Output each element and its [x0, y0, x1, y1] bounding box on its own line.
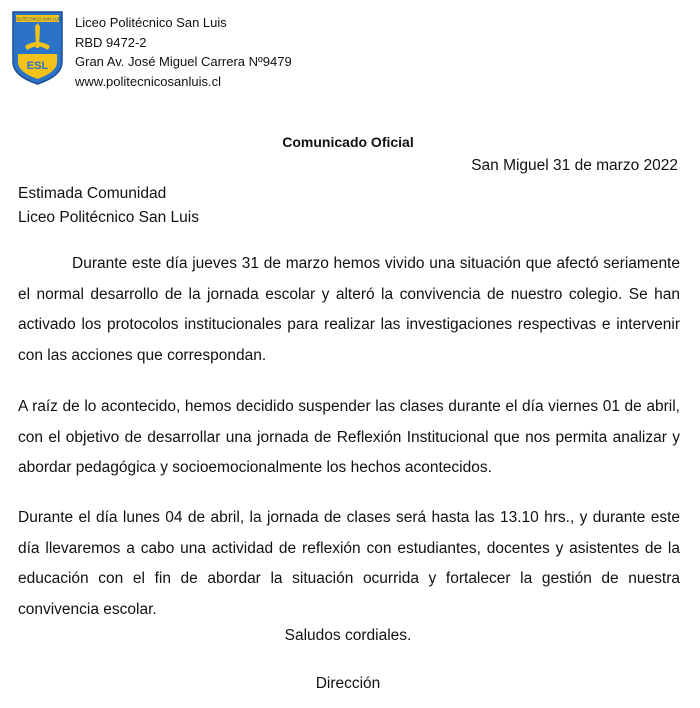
signature: Dirección — [315, 675, 381, 692]
school-rbd: RBD 9472-2 — [75, 34, 147, 50]
logo-monogram: ESL — [26, 60, 49, 72]
paragraph-3: Durante el día lunes 04 de abril, la jornada de clases será hasta las 13.10 hrs., y durante este día llevaremos a cabo una actividad de reflexión con estudiantes, docentes y asistentes de la educación con el fin de abordar la situación ocurrida y fortalecer la gestión de nuestra convivencia escolar. — [18, 509, 680, 618]
school-address: Gran Av. José Miguel Carrera Nº9479 — [75, 54, 292, 69]
school-crest-icon — [11, 10, 64, 86]
paragraph-1: Durante este día jueves 31 de marzo hemos vivido una situación que afectó seriamente el normal desarrollo de la jornada escolar y alteró la convivencia de nuestro colegio. Se han activado los protocolos institucionales para realizar las investigaciones respectivas e intervenir con las acciones que correspondan. — [18, 255, 680, 364]
school-website: www.politecnicosanluis.cl — [75, 73, 221, 89]
letter-date: San Miguel 31 de marzo 2022 — [471, 157, 678, 174]
greeting-line-2: Liceo Politécnico San Luis — [18, 209, 199, 226]
greeting-line-1: Estimada Comunidad — [18, 185, 167, 202]
closing-salutation: Saludos cordiales. — [284, 627, 412, 644]
letter-greeting — [18, 182, 199, 230]
letter-title: Comunicado Oficial — [282, 134, 414, 150]
school-header — [75, 13, 292, 91]
school-name: Liceo Politécnico San Luis — [75, 15, 227, 30]
logo-ring-text: POLITECNICO SAN LUIS — [13, 16, 62, 22]
paragraph-2: A raíz de lo acontecido, hemos decidido suspender las clases durante el día viernes 01 de abril, con el objetivo de desarrollar una jornada de Reflexión Institucional que nos permita analizar y abordar pedagógica y socioemocionalmente los hechos acontecidos. — [18, 398, 680, 476]
